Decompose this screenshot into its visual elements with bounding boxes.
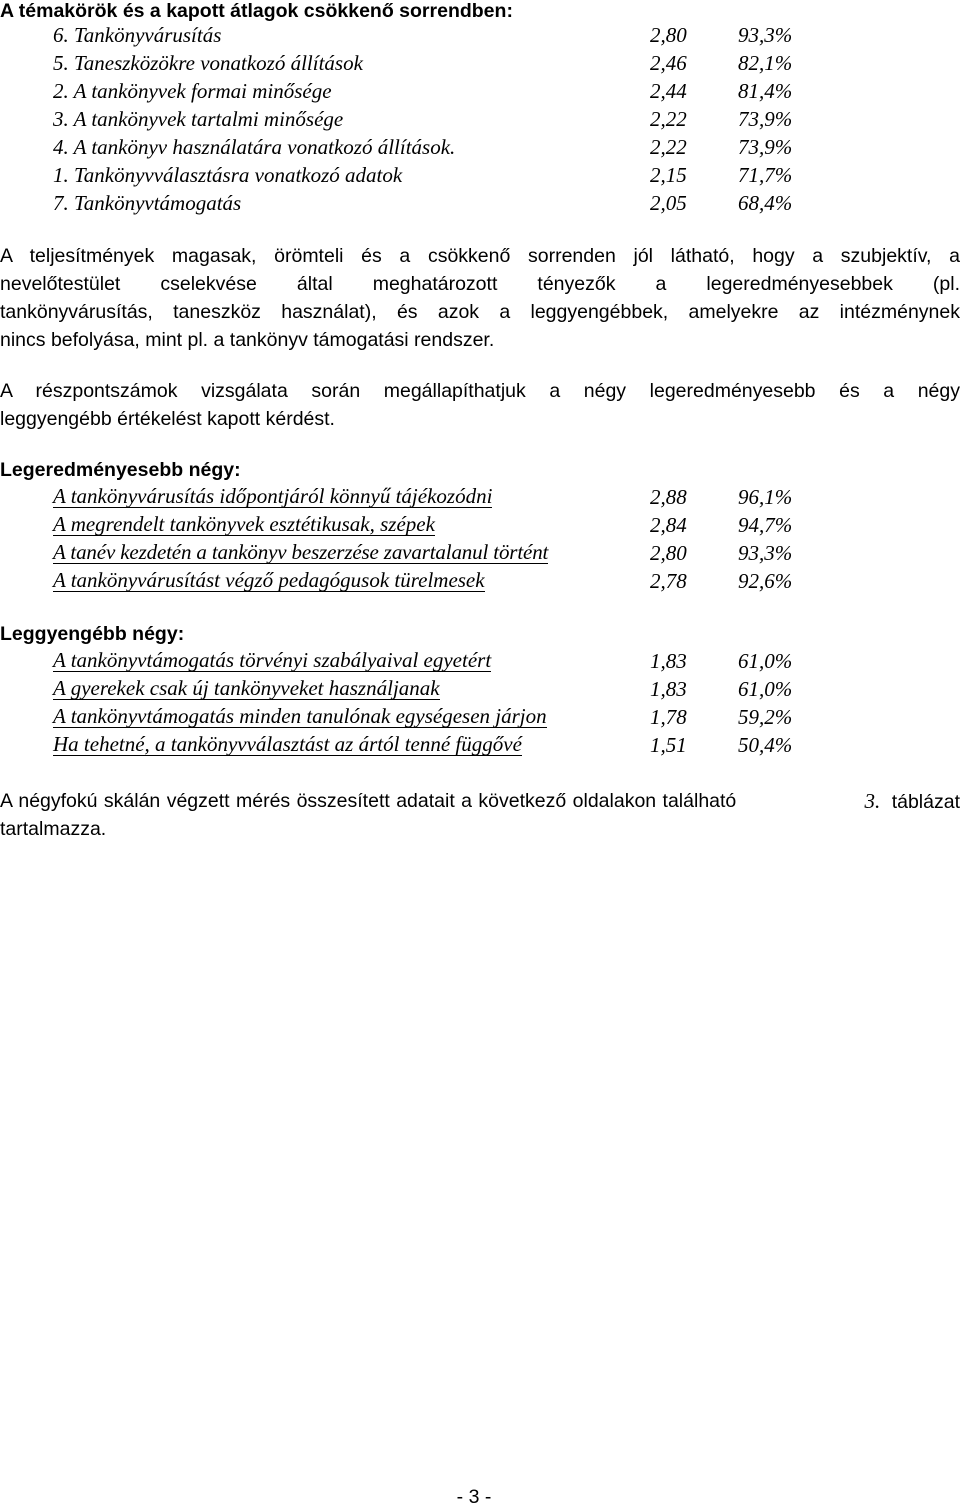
worst-percent: 50,4% — [738, 733, 793, 757]
paragraph-text: A négyfokú skálán végzett mérés összesített adatait a következő oldalakon található — [0, 790, 737, 812]
table-number: 3. — [864, 789, 881, 813]
ranking-percent: 73,9% — [738, 107, 793, 131]
ranking-row — [0, 163, 960, 191]
paragraph-line: A részpontszámok vizsgálata során megállapíthatjuk a négy legeredményesebb és a négy — [0, 380, 960, 402]
worst-row — [0, 677, 960, 705]
best-percent: 96,1% — [738, 485, 793, 509]
paragraph-line: A teljesítmények magasak, örömteli és a csökkenő sorrenden jól látható, hogy a szubjektív, a — [0, 245, 960, 267]
ranking-label: 2. A tankönyvek formai minősége — [53, 79, 332, 103]
ranking-value: 2,46 — [650, 51, 687, 75]
worst-value: 1,51 — [650, 733, 687, 757]
ranking-percent: 71,7% — [738, 163, 793, 187]
best-value: 2,80 — [650, 541, 687, 565]
worst-label: Ha tehetné, a tankönyvválasztást az ártól tenné függővé — [53, 732, 522, 756]
best-row — [0, 485, 960, 513]
worst-value: 1,83 — [650, 677, 687, 701]
ranking-value: 2,22 — [650, 135, 687, 159]
paragraph-line: leggyengébb értékelést kapott kérdést. — [0, 408, 335, 430]
ranking-row — [0, 191, 960, 219]
ranking-percent: 81,4% — [738, 79, 793, 103]
page-footer — [0, 1486, 960, 1509]
paragraph-table-reference — [0, 787, 960, 843]
ranking-value: 2,15 — [650, 163, 687, 187]
best-percent: 92,6% — [738, 569, 793, 593]
worst-row — [0, 649, 960, 677]
worst-value: 1,83 — [650, 649, 687, 673]
ranking-value: 2,05 — [650, 191, 687, 215]
paragraph-line — [0, 787, 960, 815]
ranking-label: 4. A tankönyv használatára vonatkozó állítások. — [53, 135, 456, 159]
best-row — [0, 569, 960, 597]
worst-row — [0, 705, 960, 733]
best-label: A tankönyvárusítás időpontjáról könnyű tájékozódni — [53, 484, 493, 508]
ranking-label: 3. A tankönyvek tartalmi minősége — [53, 107, 344, 131]
best-label: A megrendelt tankönyvek esztétikusak, szépek — [53, 512, 435, 536]
worst-percent: 59,2% — [738, 705, 793, 729]
paragraph-subscores — [0, 377, 960, 433]
best-percent: 94,7% — [738, 513, 793, 537]
paragraph-line: tankönyvárusítás, taneszköz használat), és azok a leggyengébbek, amelyekre az intézménynek — [0, 301, 960, 323]
ranking-percent: 73,9% — [738, 135, 793, 159]
ranking-row — [0, 79, 960, 107]
table-reference — [865, 787, 960, 815]
paragraph-line: nevelőtestület cselekvése által meghatározott tényezők a legeredményesebbek (pl. — [0, 273, 960, 295]
ranking-label: 5. Taneszközökre vonatkozó állítások — [53, 51, 363, 75]
ranking-percent: 68,4% — [738, 191, 793, 215]
best-value: 2,78 — [650, 569, 687, 593]
worst-percent: 61,0% — [738, 677, 793, 701]
ranking-value: 2,80 — [650, 23, 687, 47]
ranking-row — [0, 23, 960, 51]
worst-heading: Leggyengébb négy: — [0, 623, 185, 645]
ranking-value: 2,44 — [650, 79, 687, 103]
ranking-value: 2,22 — [650, 107, 687, 131]
worst-percent: 61,0% — [738, 649, 793, 673]
best-label: A tanév kezdetén a tankönyv beszerzése zavartalanul történt — [53, 540, 549, 564]
worst-value: 1,78 — [650, 705, 687, 729]
ranking-label: 7. Tankönyvtámogatás — [53, 191, 242, 215]
best-heading: Legeredményesebb négy: — [0, 459, 241, 481]
ranking-label: 6. Tankönyvárusítás — [53, 23, 222, 47]
best-value: 2,88 — [650, 485, 687, 509]
ranking-percent: 93,3% — [738, 23, 793, 47]
ranking-row — [0, 107, 960, 135]
ranking-heading: A témakörök és a kapott átlagok csökkenő sorrendben: — [0, 0, 513, 22]
table-word: táblázat — [891, 791, 960, 813]
worst-label: A tankönyvtámogatás minden tanulónak egységesen járjon — [53, 704, 547, 728]
best-label: A tankönyvárusítást végző pedagógusok türelmesek — [53, 568, 485, 592]
page-number: - 3 - — [456, 1486, 492, 1508]
ranking-percent: 82,1% — [738, 51, 793, 75]
ranking-row — [0, 135, 960, 163]
best-row — [0, 541, 960, 569]
best-row — [0, 513, 960, 541]
best-percent: 93,3% — [738, 541, 793, 565]
ranking-row — [0, 51, 960, 79]
paragraph-line: nincs befolyása, mint pl. a tankönyv támogatási rendszer. — [0, 329, 495, 351]
paragraph-line: tartalmazza. — [0, 818, 107, 840]
best-value: 2,84 — [650, 513, 687, 537]
ranking-label: 1. Tankönyvválasztásra vonatkozó adatok — [53, 163, 403, 187]
paragraph-performance — [0, 242, 960, 354]
worst-label: A gyerekek csak új tankönyveket használjanak — [53, 676, 440, 700]
worst-label: A tankönyvtámogatás törvényi szabályaival egyetért — [53, 648, 492, 672]
worst-row — [0, 733, 960, 761]
